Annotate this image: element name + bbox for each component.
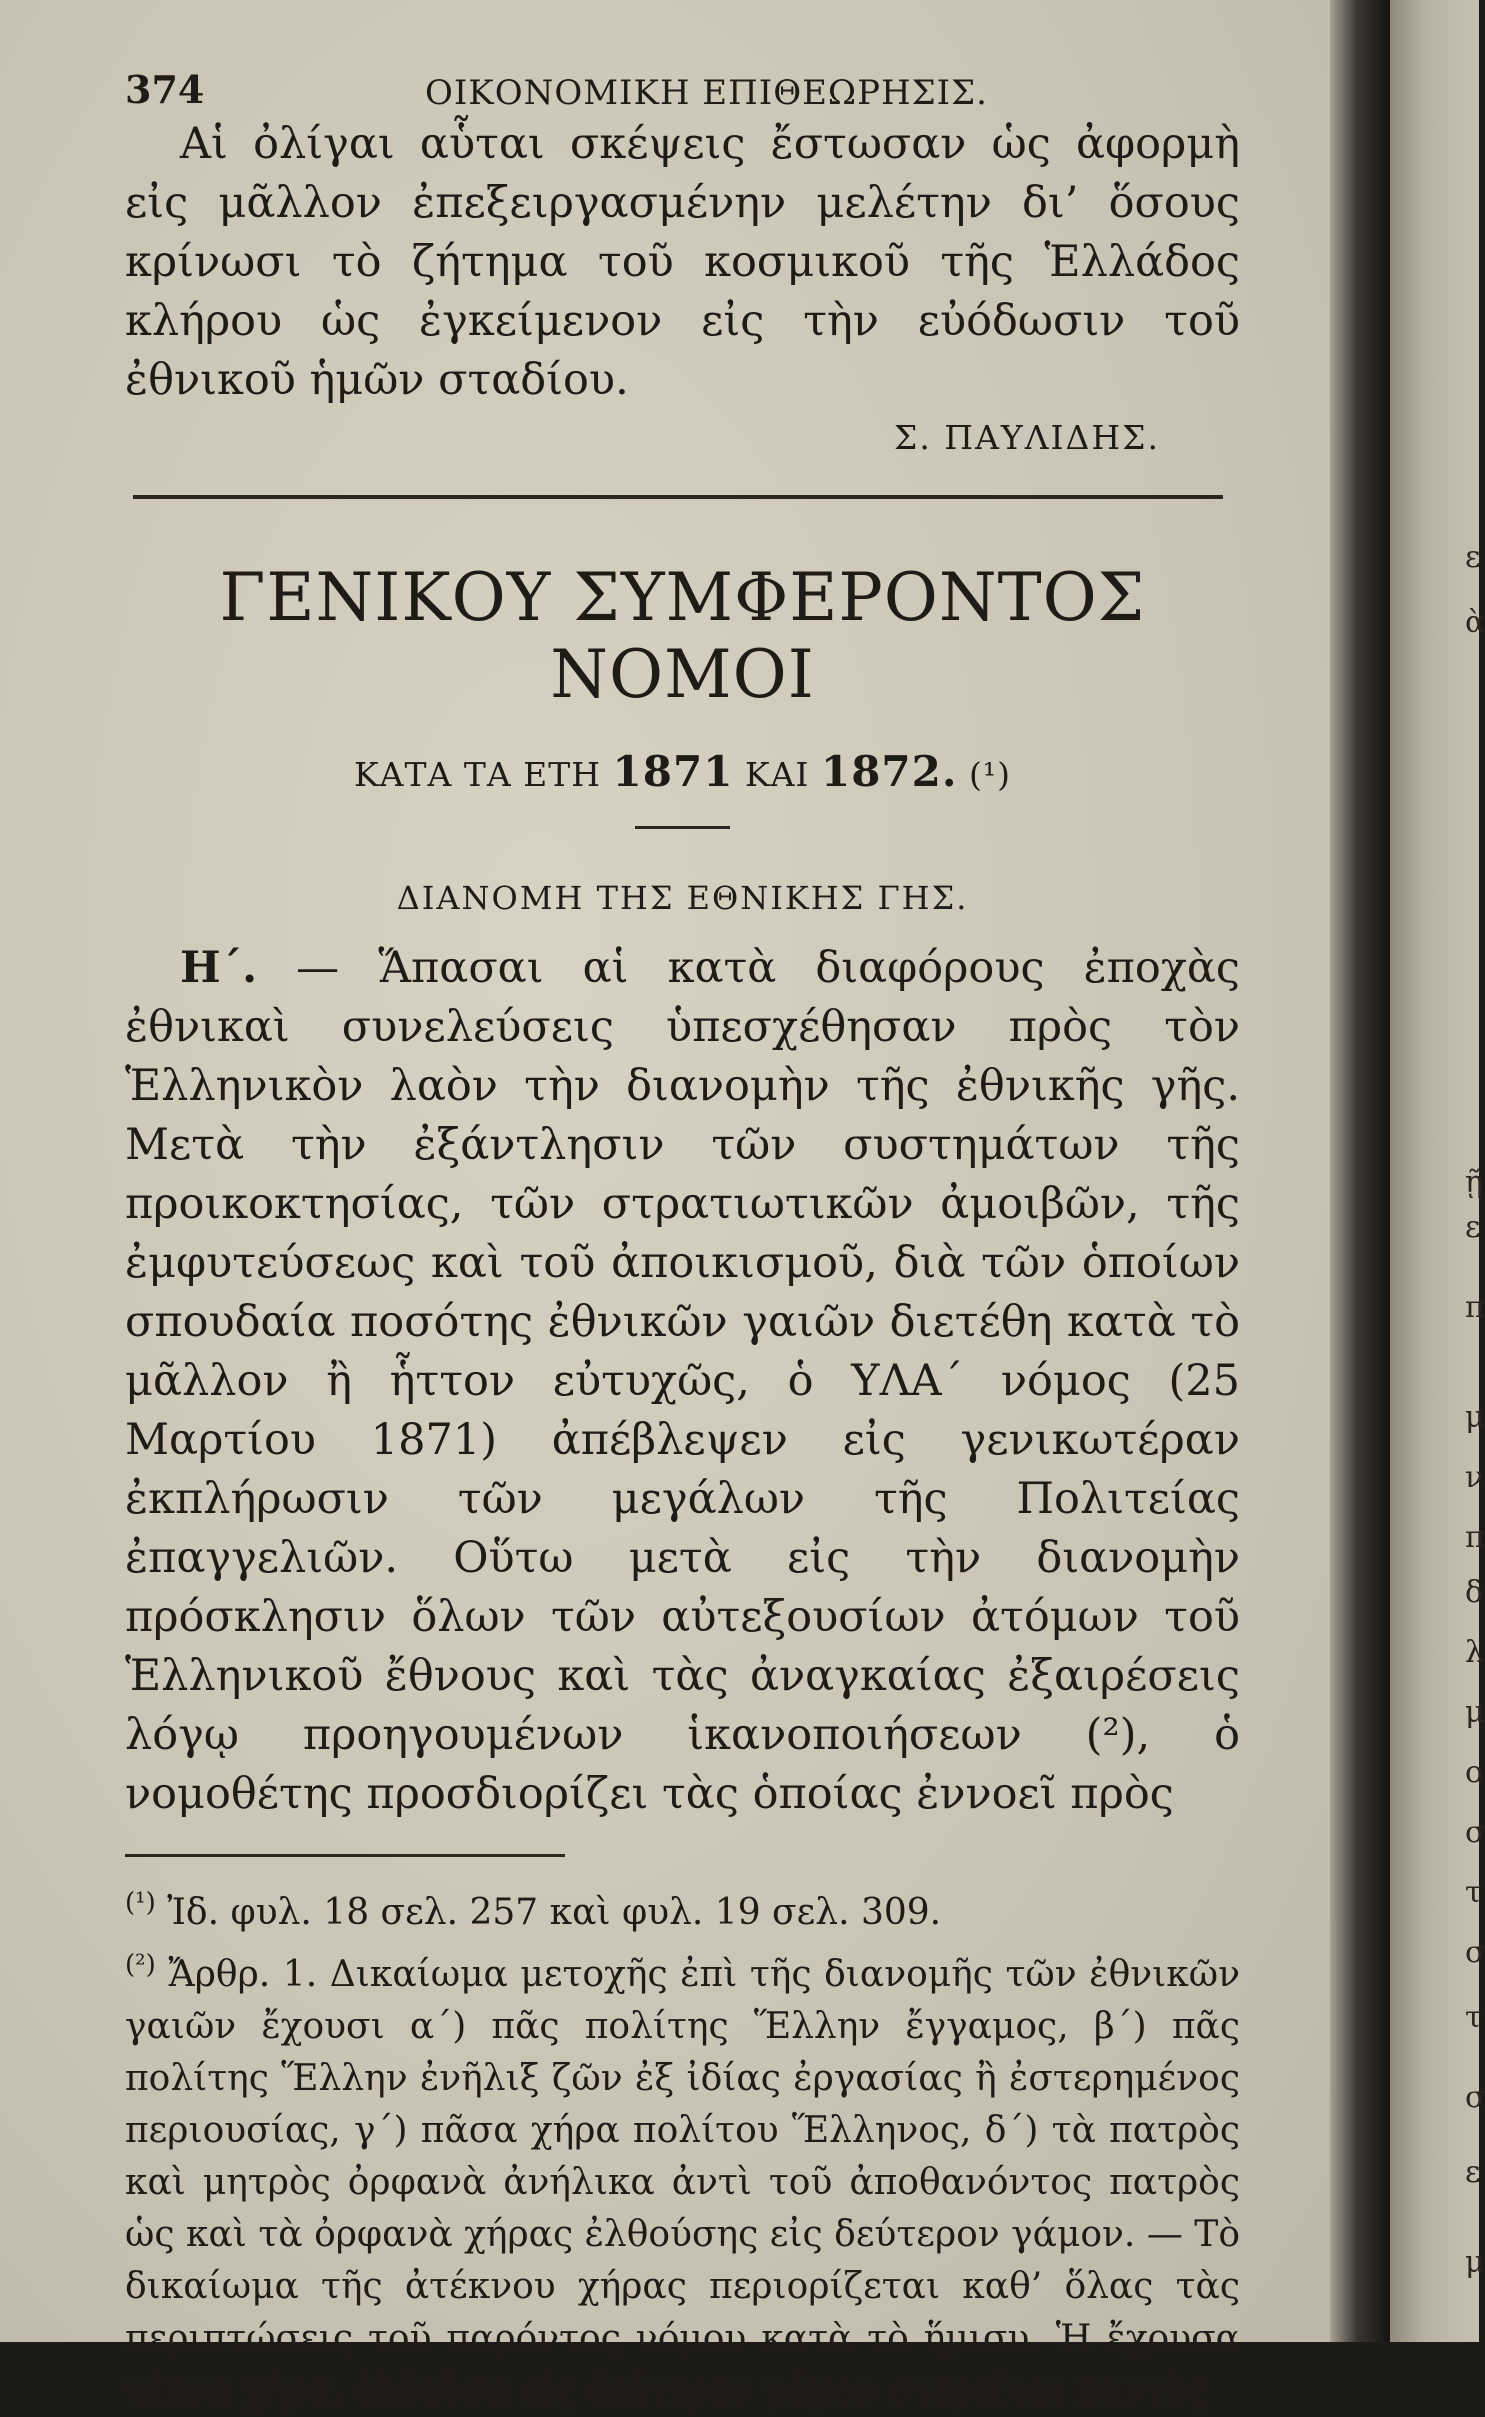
footnote-1-mark: (¹) [125,1888,156,1918]
footnote-1 [125,1877,1240,1939]
subtitle-prefix: ΚΑΤΑ ΤΑ ΕΤΗ [354,755,602,794]
article-title: ΓΕΝΙΚΟΥ ΣΥΜΦΕΡΟΝΤΟΣ ΝΟΜΟΙ [219,559,1146,713]
edge-letter: ῇ [1465,1165,1483,1200]
section-divider [133,495,1223,499]
edge-letter: ε [1465,1210,1481,1245]
edge-letter: μ [1465,1400,1485,1435]
page-content [125,55,1240,2417]
edge-letter: τ [1465,2000,1482,2035]
edge-letter: ὰ [1465,605,1485,640]
page-number: 374 [125,67,205,112]
subtitle-and: ΚΑΙ [744,755,810,794]
footnote-1-text: Ἰδ. φυλ. 18 σελ. 257 καὶ φυλ. 19 σελ. 309. [167,1892,942,1933]
edge-letter: ε [1465,2155,1481,2190]
edge-letter: σ [1465,1935,1485,1970]
edge-letter: δ [1465,1575,1484,1610]
edge-letter: ε [1465,540,1481,575]
edge-letter: σ [1465,1815,1485,1850]
section-body [125,939,1240,1824]
edge-letter: π [1465,1290,1485,1325]
edge-letter: μ [1465,1695,1485,1730]
footnotes-divider [125,1854,565,1857]
running-head [125,55,1240,115]
edge-letter: π [1465,1520,1485,1555]
subtitle-year-1: 1871 [612,747,734,796]
footnote-2-mark: (²) [125,1950,156,1980]
subtitle-year-2: 1872. [820,747,958,796]
edge-letter: μ [1465,2245,1485,2280]
edge-letter: τ [1465,1875,1482,1910]
edge-letter: ν [1465,1460,1484,1495]
section-letter: Η΄. [180,943,258,993]
author-signature: Σ. ΠΑΥΛΙΔΗΣ. [893,418,1160,457]
article-subtitle [125,747,1240,796]
edge-letter: σ [1465,2080,1485,2115]
footnote-2 [125,1939,1240,2417]
running-title: ΟΙΚΟΝΟΜΙΚΗ ΕΠΙΘΕΩΡΗΣΙΣ. [425,73,988,113]
edge-letter: ο [1465,1755,1484,1790]
section-body-text: — Ἅπασαι αἱ κατὰ διαφόρους ἐποχὰς ἐθνικαὶ συνελεύσεις ὑπεσχέθησαν πρὸς τὸν Ἑλληνικὸν λαὸν τὴν διανομὴν τῆς ἐθνικῆς γῆς. Μετὰ τὴν ἐξάντλησιν τῶν συστημάτων τῆς προικοκτησίας, τῶν στρατιωτικῶν ἀμοιβῶν, τῆς ἐμφυτεύσεως καὶ τοῦ ἀποικισμοῦ, διὰ τῶν ὁποίων σπουδαία ποσότης ἐθνικῶν γαιῶν διετέθη κατὰ τὸ μᾶλλον ἢ ἧττον εὐτυχῶς, ὁ ΥΛΑ΄ νόμος (25 Μαρτίου 1871) ἀπέβλεψεν εἰς γενικωτέραν ἐκπλήρωσιν τῶν μεγάλων τῆς Πολιτείας ἐπαγγελιῶν. Οὕτω μετὰ εἰς τὴν διανομὴν πρόσκλησιν ὅλων τῶν αὐτεξουσίων ἀτόμων τοῦ Ἑλληνικοῦ ἔθνους καὶ τὰς ἀναγκαίας ἐξαιρέσεις λόγῳ προηγουμένων ἱκανοποιήσεων (²), ὁ νομοθέτης προσδιορίζει τὰς ὁποίας ἐννοεῖ πρὸς [125,943,1240,1819]
footnote-2-text: Ἄρθρ. 1. Δικαίωμα μετοχῆς ἐπὶ τῆς διανομῆς τῶν ἐθνικῶν γαιῶν ἔχουσι α΄) πᾶς πολίτης Ἕλλην ἔγγαμος, β΄) πᾶς πολίτης Ἕλλην ἐνῆλιξ ζῶν ἐξ ἰδίας ἐργασίας ἢ ἐστερημένος περιουσίας, γ΄) πᾶσα χήρα πολίτου Ἕλληνος, δ΄) τὰ πατρὸς καὶ μητρὸς ὀρφανὰ ἀνήλικα ἀντὶ τοῦ ἀποθανόντος πατρὸς ὡς καὶ τὰ ὀρφανὰ χήρας ἐλθούσης εἰς δεύτερον γάμον. — Τὸ δικαίωμα τῆς ἀτέκνου χήρας περιορίζεται καθ’ ὅλας τὰς περιπτώσεις τοῦ παρόντος νόμου κατὰ τὸ ἥμισυ. Ἡ ἔχουσα τέκνα χήρα, ἐλθοῦσα εἰς δεύτερον γάμον στερεῖται παντὸς [125,1954,1240,2411]
book-gutter [1330,0,1390,2342]
subtitle-footnote-mark: (¹) [969,755,1011,794]
short-divider [635,826,730,829]
intro-paragraph: Αἱ ὀλίγαι αὗται σκέψεις ἔστωσαν ὡς ἀφορμὴ εἰς μᾶλλον ἐπεξειργασμένην μελέτην δι’ ὅσους κρίνωσι τὸ ζήτημα τοῦ κοσμικοῦ τῆς Ἑλλάδος κλήρου ὡς ἐγκείμενον εἰς τὴν εὐόδωσιν τοῦ ἐθνικοῦ ἡμῶν σταδίου. [125,119,1240,405]
section-heading: ΔΙΑΝΟΜΗ ΤΗΣ ΕΘΝΙΚΗΣ ΓΗΣ. [396,879,969,917]
edge-letter: λ [1465,1635,1485,1670]
